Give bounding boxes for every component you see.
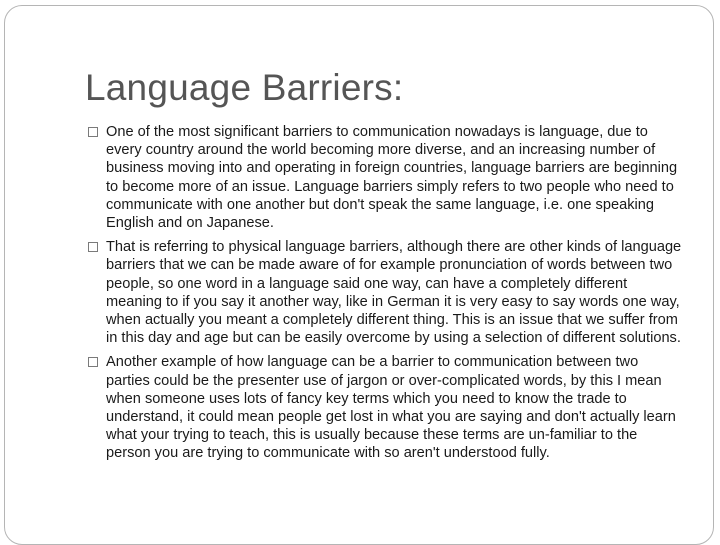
bullet-text: Another example of how language can be a barrier to communication between two parties could be the presenter use of jargon or over-complicated words, by this I mean when someone uses lots of fancy key terms which you need to know the trade to understand, it could mean people get lost in what you are saying and don't actually learn what your trying to teach, this is usually because these terms are un-familiar to the person you are trying to communicate with so aren't understood fully. [106,354,676,462]
hollow-square-bullet-icon [88,127,98,137]
bullet-text: One of the most significant barriers to communication nowadays is language, due to every country around the world becoming more diverse, and an increasing number of business moving into and operating in foreign countries, language barriers are beginning to become more of an issue. Language barriers simply refers to two people who need to communicate with one another but don't speak the same language, i.e. one speaking English and on Japanese. [106,124,678,232]
bullet-item [85,353,685,462]
hollow-square-bullet-icon [88,242,98,252]
bullet-list [85,123,685,469]
hollow-square-bullet-icon [88,357,98,367]
bullet-text: That is referring to physical language barriers, although there are other kinds of language barriers that we can be made aware of for example pronunciation of words between two people, so one word in a language said one way, can have a completely different meaning to if you say it another way, like in German it is very easy to say words one way, when actually you meant a completely different thing. This is an issue that we suffer from in this day and age but can be easily overcome by using a selection of different solutions. [106,239,682,347]
slide-title: Language Barriers: [85,67,404,108]
slide-frame [4,5,714,545]
bullet-item [85,238,685,347]
bullet-item [85,123,685,232]
